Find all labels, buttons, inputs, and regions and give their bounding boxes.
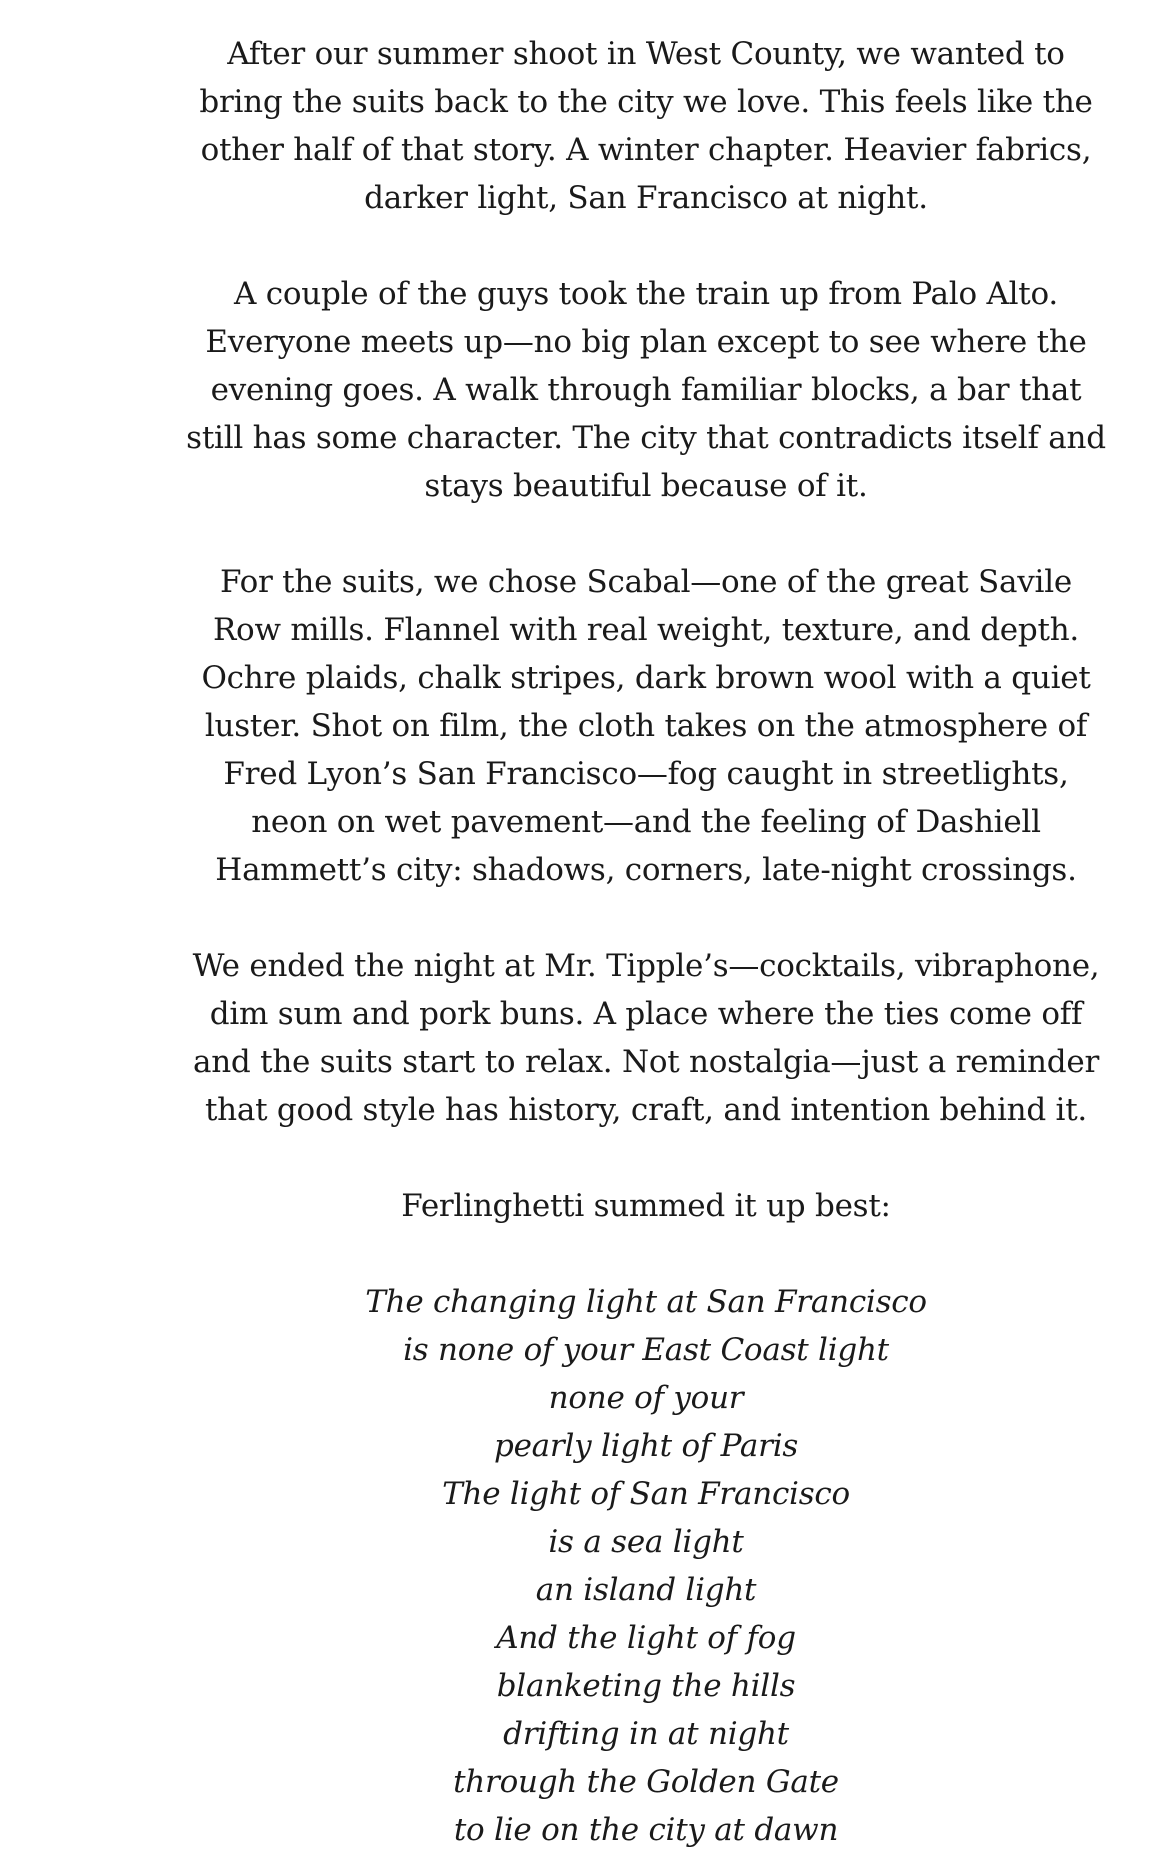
poem-line: is a sea light [548,1524,744,1560]
poem-block [186,1278,1106,1854]
poem-line: drifting in at night [503,1716,789,1752]
poem-line: none of your [548,1380,744,1416]
poem-line: an island light [535,1572,757,1608]
poem-line: is none of your East Coast light [403,1332,889,1368]
paragraph-suits: For the suits, we chose Scabal—one of the great Savile Row mills. Flannel with real weight, texture, and depth. Ochre plaids, chalk stripes, dark brown wool with a quiet luster. Shot on film, the cloth takes on the atmosphere of Fred Lyon’s San Francisco—fog caught in streetlights, neon on wet pavement—and the feeling of Dashiell Hammett’s city: shadows, corners, late-night crossings. [201,564,1091,888]
poem-line: through the Golden Gate [453,1764,839,1800]
paragraph-ferlinghetti-intro: Ferlinghetti summed it up best: [401,1188,891,1224]
poem-line: to lie on the city at dawn [453,1812,839,1848]
article-body [186,30,1106,1854]
paragraph-ending: We ended the night at Mr. Tipple’s—cocktails, vibraphone, dim sum and pork buns. A place where the ties come off and the suits start to relax. Not nostalgia—just a reminder that good style has history, craft, and intention behind it. [192,948,1100,1128]
poem-line: The light of San Francisco [442,1476,850,1512]
poem-line: blanketing the hills [496,1668,796,1704]
paragraph-evening: A couple of the guys took the train up from Palo Alto. Everyone meets up—no big plan except to see where the evening goes. A walk through familiar blocks, a bar that still has some character. The city that contradicts itself and stays beautiful because of it. [186,276,1106,504]
poem-line: And the light of fog [496,1620,796,1656]
poem-line: pearly light of Paris [493,1428,799,1464]
poem-line: The changing light at San Francisco [365,1284,927,1320]
paragraph-intro: After our summer shoot in West County, we wanted to bring the suits back to the city we love. This feels like the other half of that story. A winter chapter. Heavier fabrics, darker light, San Francisco at night. [199,36,1093,216]
